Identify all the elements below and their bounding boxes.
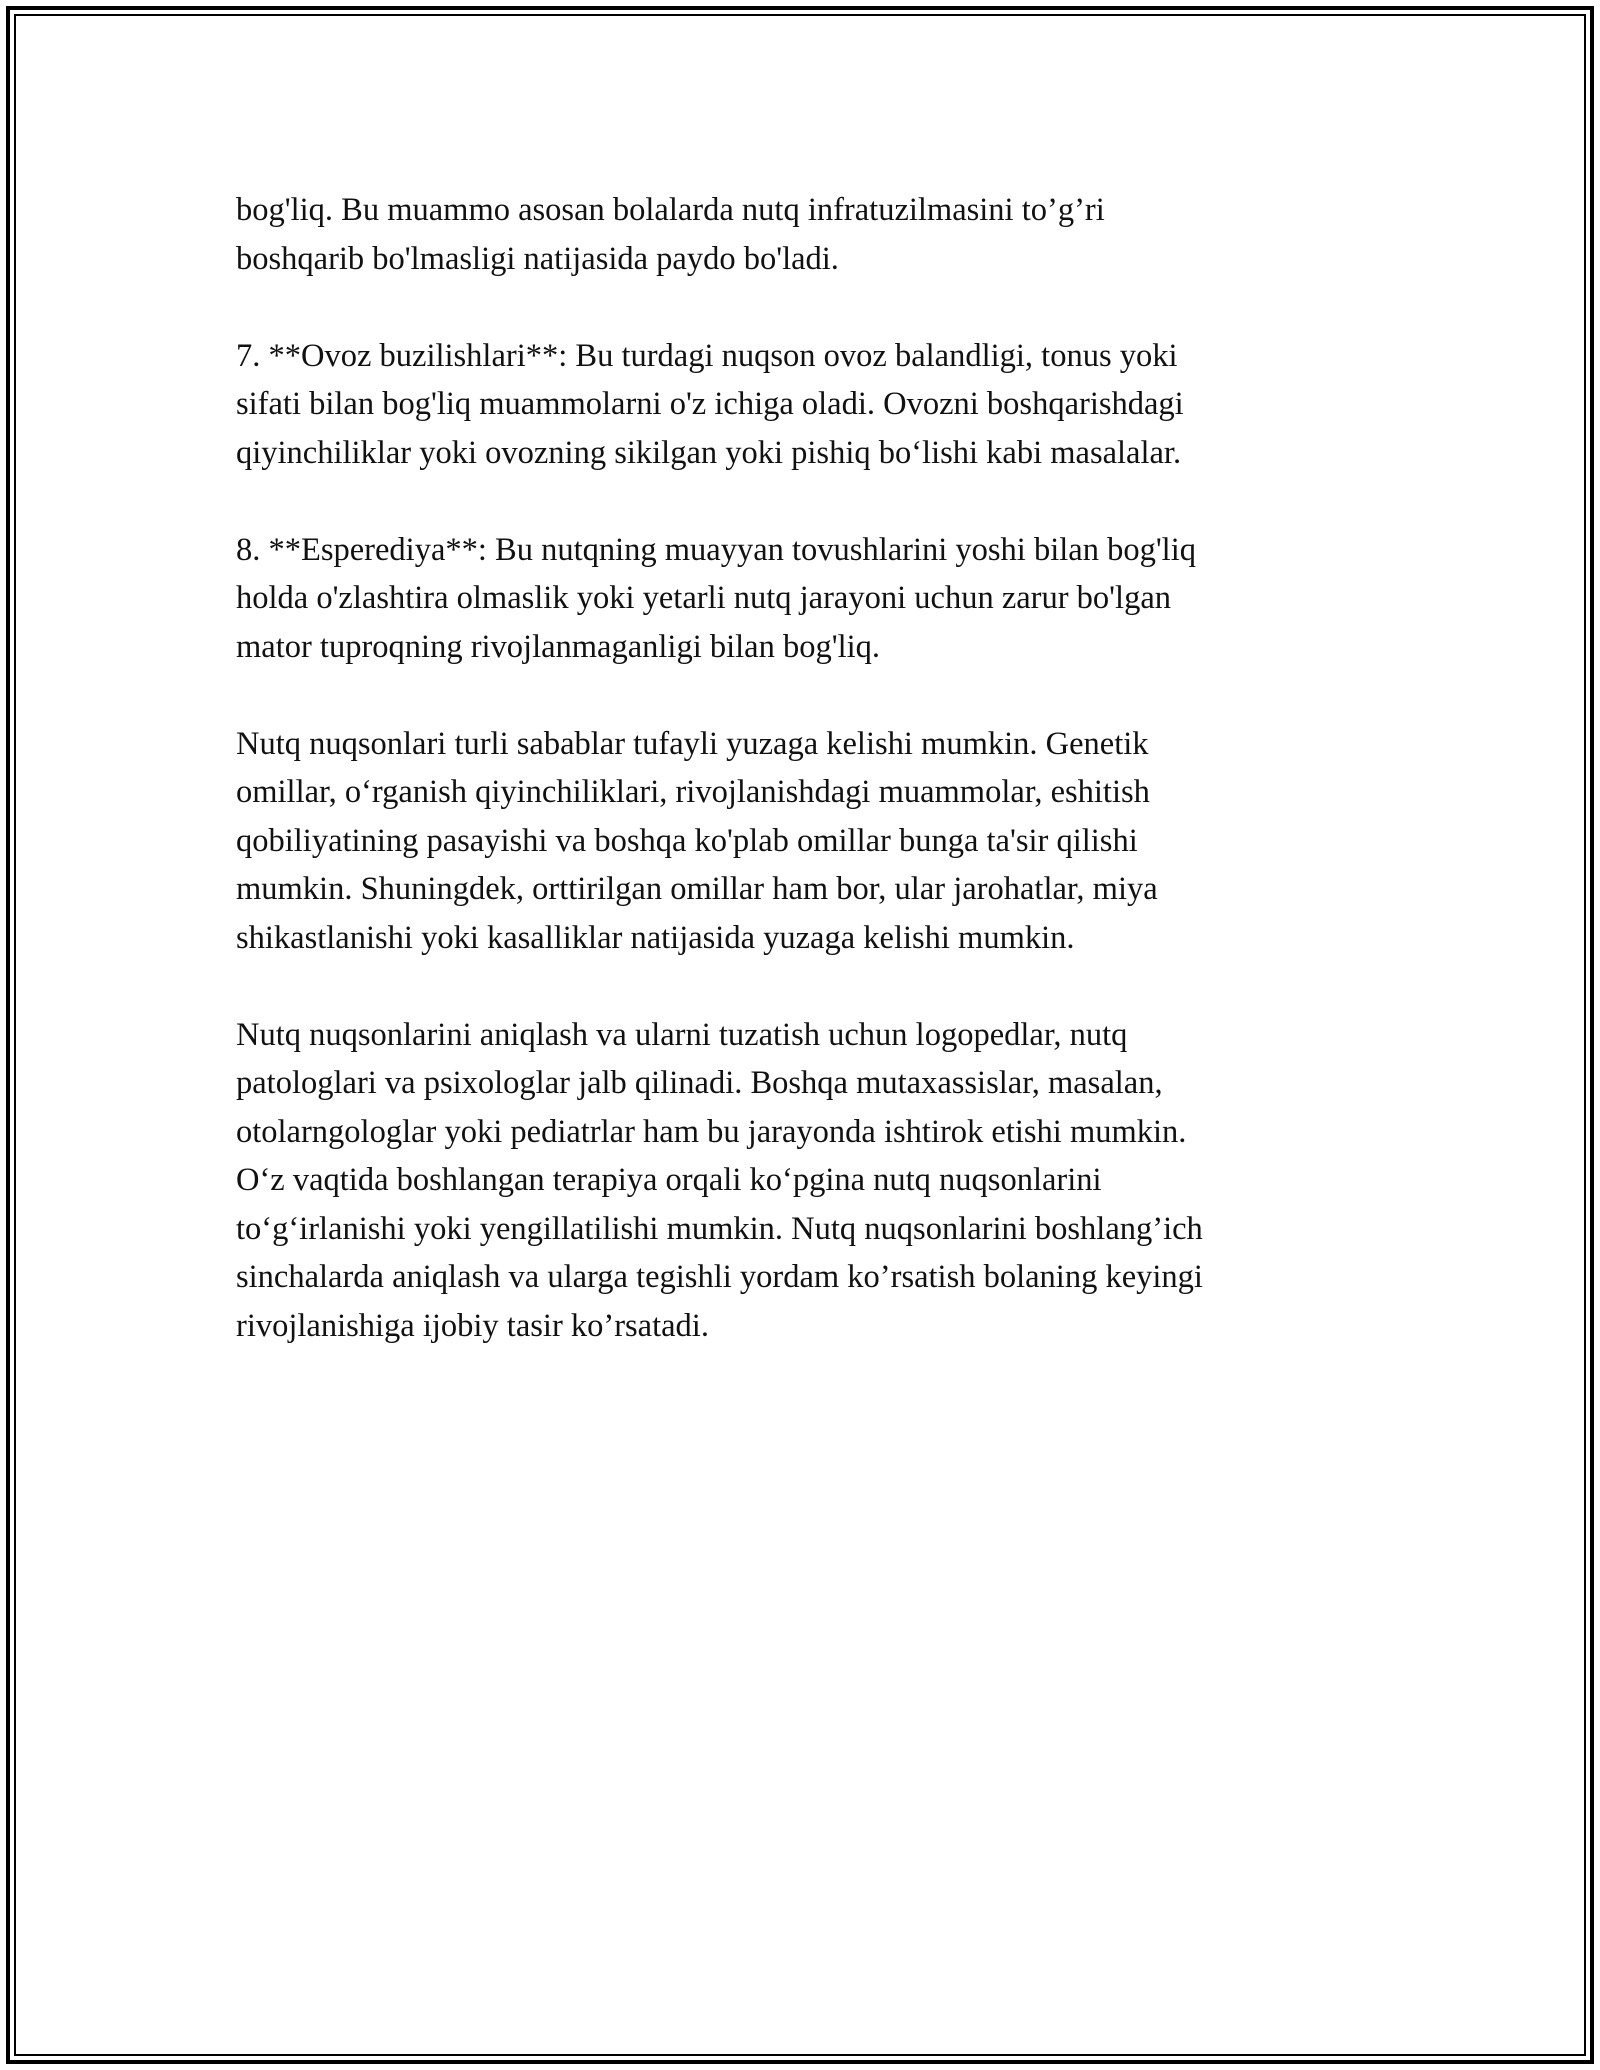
text-line: Nutq nuqsonlari turli sabablar tufayli yuzaga kelishi mumkin. Genetik: [236, 725, 1149, 762]
text-line: O‘z vaqtida boshlangan terapiya orqali ko‘pgina nutq nuqsonlarini: [236, 1162, 1102, 1198]
text-line: rivojlanishiga ijobiy tasir ko’rsatadi.: [236, 1307, 709, 1344]
paragraph-causes: [236, 720, 1366, 963]
text-line: boshqarib bo'lmasligi natijasida paydo bo'ladi.: [236, 240, 839, 277]
paragraph-esperediya: [236, 526, 1366, 672]
paragraph-diagnosis-treatment: [236, 1011, 1366, 1351]
text-line: shikastlanishi yoki kasalliklar natijasida yuzaga kelishi mumkin.: [236, 919, 1075, 956]
paragraph-voice-disorders: [236, 332, 1366, 478]
paragraph-continuation: [236, 186, 1366, 283]
document-body: [236, 186, 1366, 1399]
text-line: holda o'zlashtira olmaslik yoki yetarli nutq jarayoni uchun zarur bo'lgan: [236, 580, 1171, 616]
text-line: Nutq nuqsonlarini aniqlash va ularni tuzatish uchun logopedlar, nutq: [236, 1016, 1128, 1053]
text-line: bog'liq. Bu muammo asosan bolalarda nutq infratuzilmasini to’g’ri: [236, 192, 1105, 228]
text-line: qiyinchiliklar yoki ovozning sikilgan yoki pishiq bo‘lishi kabi masalalar.: [236, 434, 1182, 471]
text-line: 8. **Esperediya**: Bu nutqning muayyan tovushlarini yoshi bilan bog'liq: [236, 531, 1196, 568]
text-line: sifati bilan bog'liq muammolarni o'z ichiga oladi. Ovozni boshqarishdagi: [236, 386, 1184, 422]
text-line: to‘g‘irlanishi yoki yengillatilishi mumkin. Nutq nuqsonlarini boshlang’ich: [236, 1210, 1203, 1247]
text-line: 7. **Ovoz buzilishlari**: Bu turdagi nuqson ovoz balandligi, tonus yoki: [236, 337, 1178, 374]
text-line: mator tuproqning rivojlanmaganligi bilan bog'liq.: [236, 628, 881, 665]
text-line: omillar, o‘rganish qiyinchiliklari, rivojlanishdagi muammolar, eshitish: [236, 774, 1150, 810]
text-line: sinchalarda aniqlash va ularga tegishli yordam ko’rsatish bolaning keyingi: [236, 1259, 1203, 1295]
text-line: mumkin. Shuningdek, orttirilgan omillar ham bor, ular jarohatlar, miya: [236, 871, 1158, 907]
text-line: qobiliyatining pasayishi va boshqa ko'plab omillar bunga ta'sir qilishi: [236, 822, 1138, 859]
text-line: patologlari va psixologlar jalb qilinadi. Boshqa mutaxassislar, masalan,: [236, 1065, 1163, 1101]
text-line: otolarngologlar yoki pediatrlar ham bu jarayonda ishtirok etishi mumkin.: [236, 1113, 1187, 1150]
